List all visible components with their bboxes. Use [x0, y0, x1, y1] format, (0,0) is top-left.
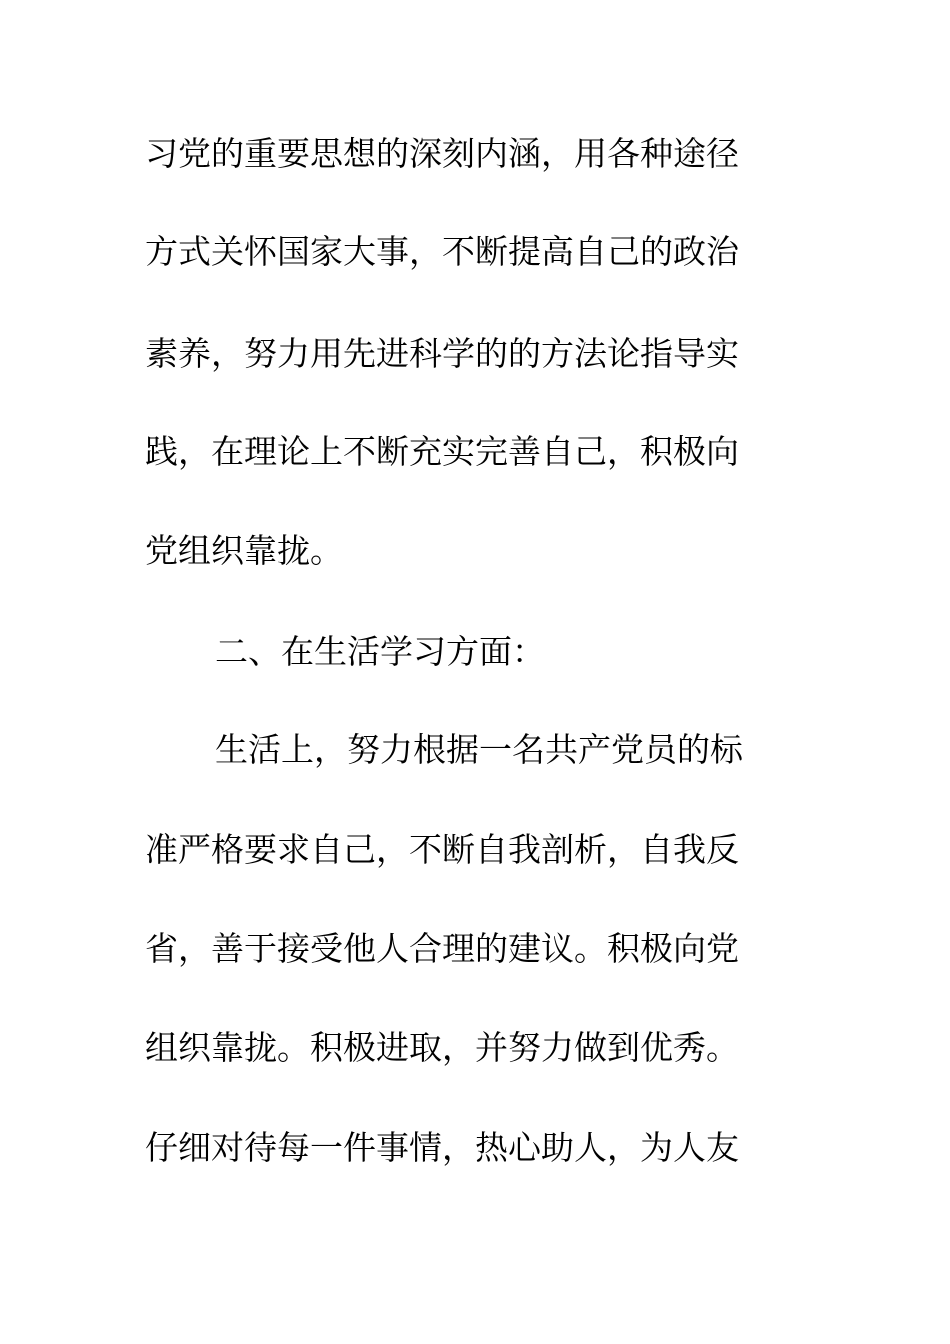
text-line: 习党的重要思想的深刻内涵，用各种途径	[145, 134, 739, 173]
text-line: 党组织靠拢。	[145, 531, 343, 570]
text-line: 准严格要求自己，不断自我剖析，自我反	[145, 830, 739, 869]
paragraph-first-line: 生活上，努力根据一名共产党员的标	[215, 730, 743, 769]
text-line: 省，善于接受他人合理的建议。积极向党	[145, 929, 739, 968]
text-line: 仔细对待每一件事情，热心助人，为人友	[145, 1128, 739, 1167]
section-heading: 二、在生活学习方面：	[215, 632, 545, 671]
text-line: 组织靠拢。积极进取，并努力做到优秀。	[145, 1028, 739, 1067]
text-line: 方式关怀国家大事，不断提高自己的政治	[145, 232, 739, 271]
text-line: 践，在理论上不断充实完善自己，积极向	[145, 432, 739, 471]
text-line: 素养，努力用先进科学的的方法论指导实	[145, 334, 739, 373]
